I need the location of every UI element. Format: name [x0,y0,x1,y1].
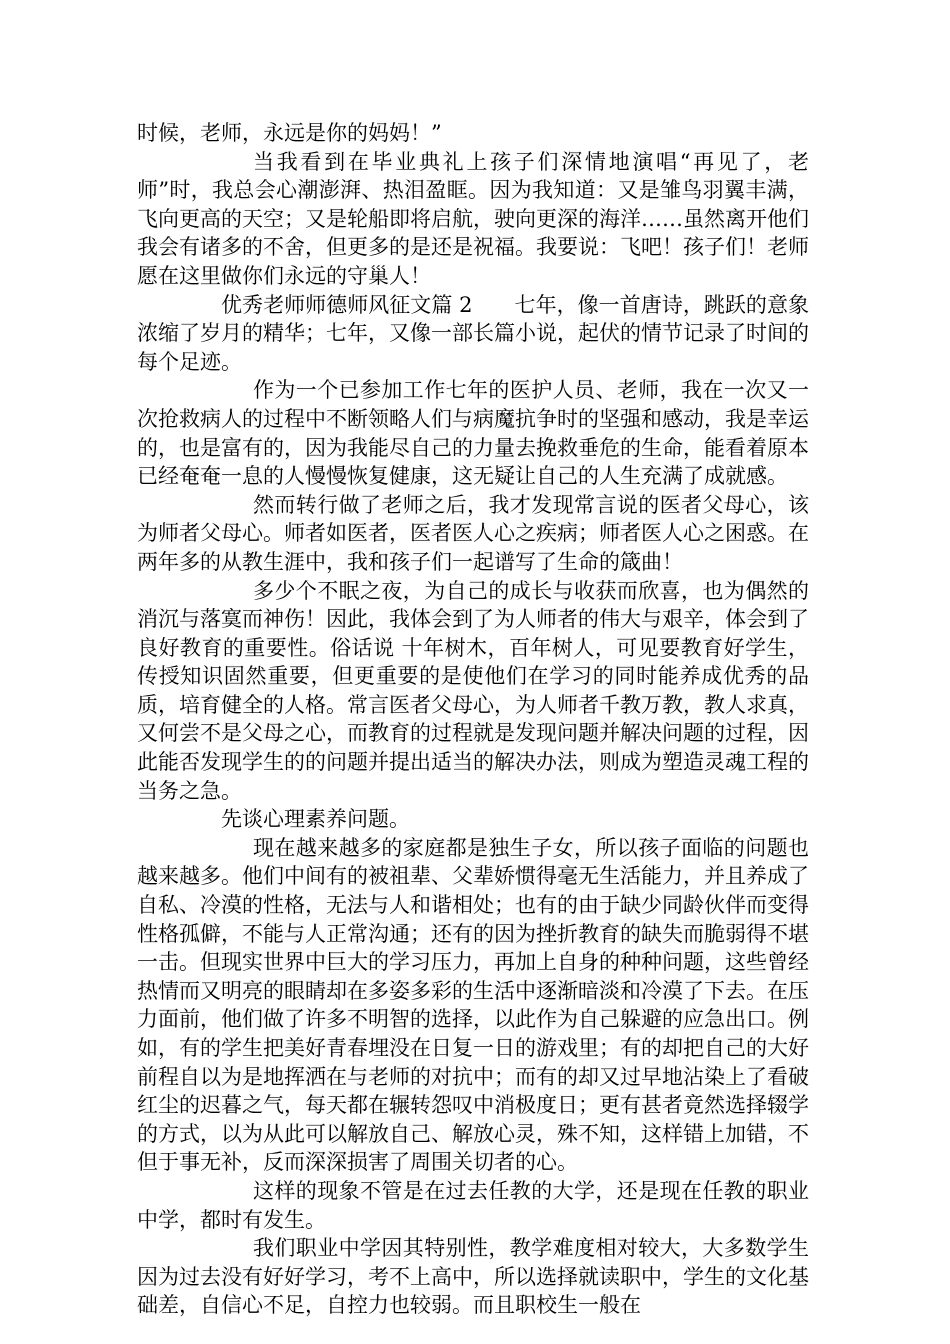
paragraph-continuation: 时候，老师，永远是你的妈妈！” [137,121,442,145]
paragraph-essay-title: 优秀老师师德师风征文篇 2 七年，像一首唐诗，跳跃的意象浓缩了岁月的精华；七年，又像一部长篇小说，起伏的情节记录了时间的每个足迹。 [137,292,809,374]
paragraph-teacher-turn: 然而转行做了老师之后，我才发现常言说的医者父母心，该为师者父母心。师者如医者，医者医人心之疾病；师者医人心之困惑。在两年多的从教生涯中，我和孩子们一起谱写了生命的箴曲！ [137,492,809,574]
paragraph-graduation: 当我看到在毕业典礼上孩子们深情地演唱“再见了，老师”时，我总会心潮澎湃、热泪盈眶。因为我知道：又是雏鸟羽翼丰满，飞向更高的天空；又是轮船即将启航，驶向更深的海洋……虽然离开他们我会有诸多的不舍，但更多的是还是祝福。我要说：飞吧！孩子们！老师愿在这里做你们永远的守巢人！ [137,149,809,288]
paragraph-phenomenon: 这样的现象不管是在过去任教的大学，还是现在任教的职业中学，都时有发生。 [137,1178,809,1232]
paragraph-psychology-heading: 先谈心理素养问题。 [221,807,410,832]
document-body [137,119,809,1320]
paragraph-vocational-school: 我们职业中学因其特别性，教学难度相对较大，大多数学生因为过去没有好好学习，考不上高中，所以选择就读职中，学生的文化基础差，自信心不足，自控力也较弱。而且职校生一般在 [137,1236,809,1318]
paragraph-sleepless-nights: 多少个不眠之夜，为自己的成长与收获而欣喜，也为偶然的消沉与落寞而神伤！因此，我体会到了为人师者的伟大与艰辛，体会到了良好教育的重要性。俗话说 十年树木，百年树人，可见要教育好学生，传授知识固然重要，但更重要的是使他们在学习的同时能养成优秀的品质，培育健全的人格。常言医者父母心，为人师者千教万教，教人求真，又何尝不是父母之心，而教育的过程就是发现问题并解决问题的过程，因此能否发现学生的的问题并提出适当的解决办法，则成为塑造灵魂工程的当务之急。 [137,578,809,803]
paragraph-only-children: 现在越来越多的家庭都是独生子女，所以孩子面临的问题也越来越多。他们中间有的被祖辈、父辈娇惯得毫无生活能力，并且养成了自私、冷漠的性格，无法与人和谐相处；也有的由于缺少同龄伙伴而变得性格孤僻，不能与人正常沟通；还有的因为挫折教育的缺失而脆弱得不堪一击。但现实世界中巨大的学习压力，再加上自身的种种问题，这些曾经热情而又明亮的眼睛却在多姿多彩的生活中逐渐暗淡和冷漠了下去。在压力面前，他们做了许多不明智的选择，以此作为自己躲避的应急出口。例如，有的学生把美好青春埋没在日复一日的游戏里；有的却把自己的大好前程自以为是地挥洒在与老师的对抗中；而有的却又过早地沾染上了看破红尘的迟暮之气，每天都在辗转怨叹中消极度日；更有甚者竟然选择辍学的方式，以为从此可以解放自己、解放心灵，殊不知，这样错上加错，不但于事无补，反而深深损害了周围关切者的心。 [137,835,809,1175]
paragraph-medical-career: 作为一个已参加工作七年的医护人员、老师，我在一次又一次抢救病人的过程中不断领略人们与病魔抗争时的坚强和感动，我是幸运的，也是富有的，因为我能尽自己的力量去挽救垂危的生命，能看着原本已经奄奄一息的人慢慢恢复健康，这无疑让自己的人生充满了成就感。 [137,378,809,489]
